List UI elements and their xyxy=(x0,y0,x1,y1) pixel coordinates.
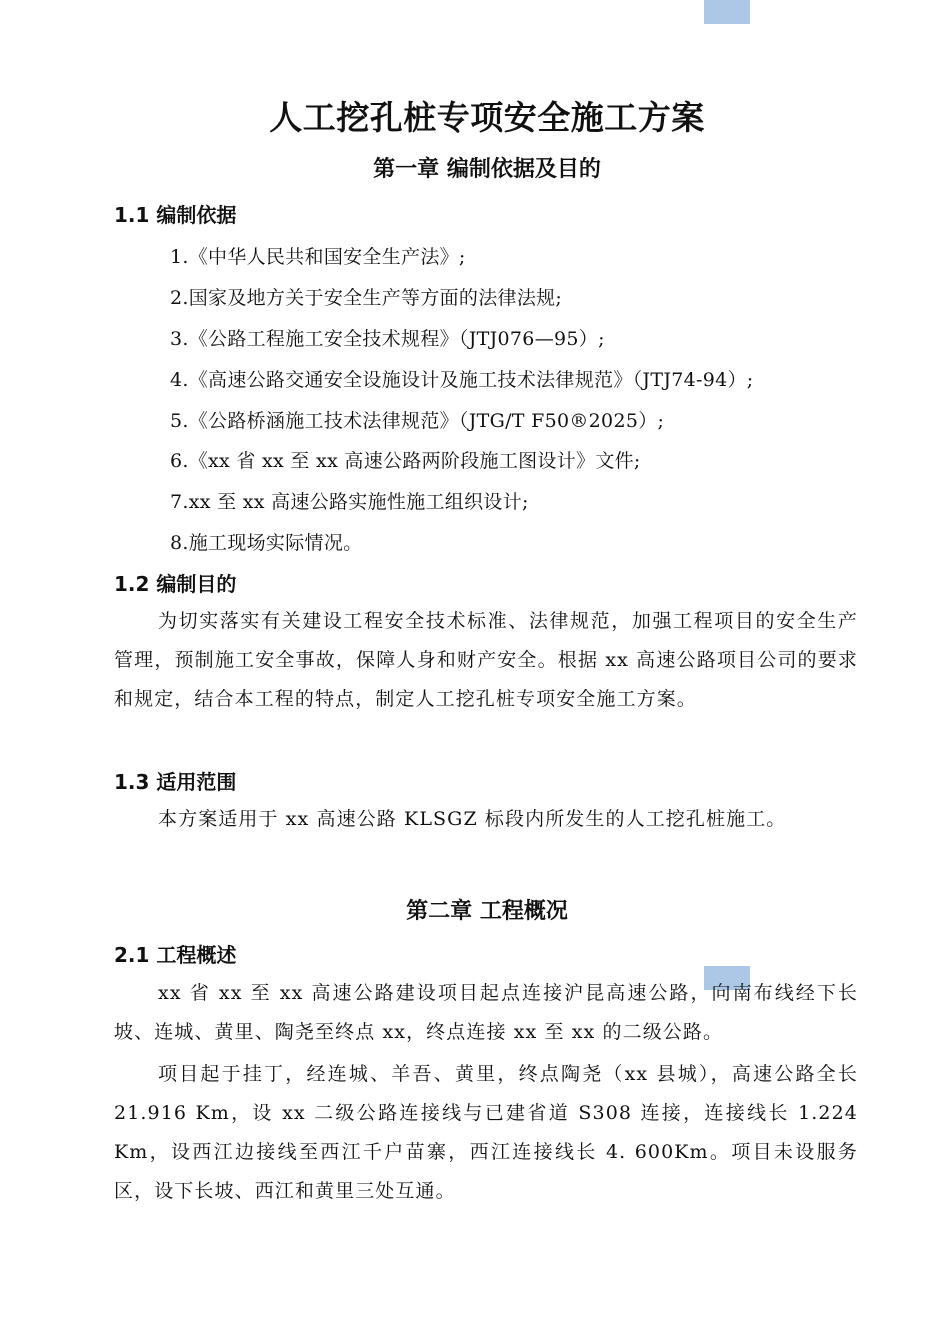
basis-item-4: 4.《高速公路交通安全设施设计及施工技术法律规范》（JTJ74-94）; xyxy=(170,369,754,391)
chapter-2-heading: 第二章 工程概况 xyxy=(406,899,568,924)
section-1-2-heading: 1.2 编制目的 xyxy=(114,572,237,596)
document-title: 人工挖孔桩专项安全施工方案 xyxy=(269,98,705,137)
highlight-marker-top xyxy=(704,0,750,24)
section-2-1-heading: 2.1 工程概述 xyxy=(114,943,237,967)
basis-item-2: 2.国家及地方关于安全生产等方面的法律法规; xyxy=(170,287,563,309)
overview-paragraph-2: 项目起于挂丁，经连城、羊吾、黄里，终点陶尧（xx 县城），高速公路全长 21.916 Km，设 xx 二级公路连接线与已建省道 S308 连接，连接线长 1.224 Km，设西江边接线至西江千户苗寨，西江连接线长 4. 600Km。项目未设服务区，设下长坡、西江和黄里三处互通。 xyxy=(114,1063,858,1202)
chapter-1-heading: 第一章 编制依据及目的 xyxy=(373,157,601,182)
basis-item-5: 5.《公路桥涵施工技术法律规范》（JTG/T F50®2025）; xyxy=(170,410,665,432)
purpose-paragraph: 为切实落实有关建设工程安全技术标准、法律规范，加强工程项目的安全生产管理，预制施工安全事故，保障人身和财产安全。根据 xx 高速公路项目公司的要求和规定，结合本工程的特点，制定人工挖孔桩专项安全施工方案。 xyxy=(114,610,858,710)
scope-paragraph: 本方案适用于 xx 高速公路 KLSGZ 标段内所发生的人工挖孔桩施工。 xyxy=(158,808,787,830)
section-1-1-heading: 1.1 编制依据 xyxy=(114,203,237,227)
overview-paragraph-1: xx 省 xx 至 xx 高速公路建设项目起点连接沪昆高速公路，向南布线经下长坡、连城、黄里、陶尧至终点 xx，终点连接 xx 至 xx 的二级公路。 xyxy=(114,982,858,1043)
basis-item-6: 6.《xx 省 xx 至 xx 高速公路两阶段施工图设计》文件; xyxy=(170,450,641,472)
basis-item-1: 1.《中华人民共和国安全生产法》; xyxy=(170,246,466,268)
basis-item-8: 8.施工现场实际情况。 xyxy=(170,532,363,554)
basis-item-7: 7.xx 至 xx 高速公路实施性施工组织设计; xyxy=(170,491,529,513)
basis-item-3: 3.《公路工程施工安全技术规程》（JTJ076—95）; xyxy=(170,328,605,350)
section-1-3-heading: 1.3 适用范围 xyxy=(114,770,237,794)
